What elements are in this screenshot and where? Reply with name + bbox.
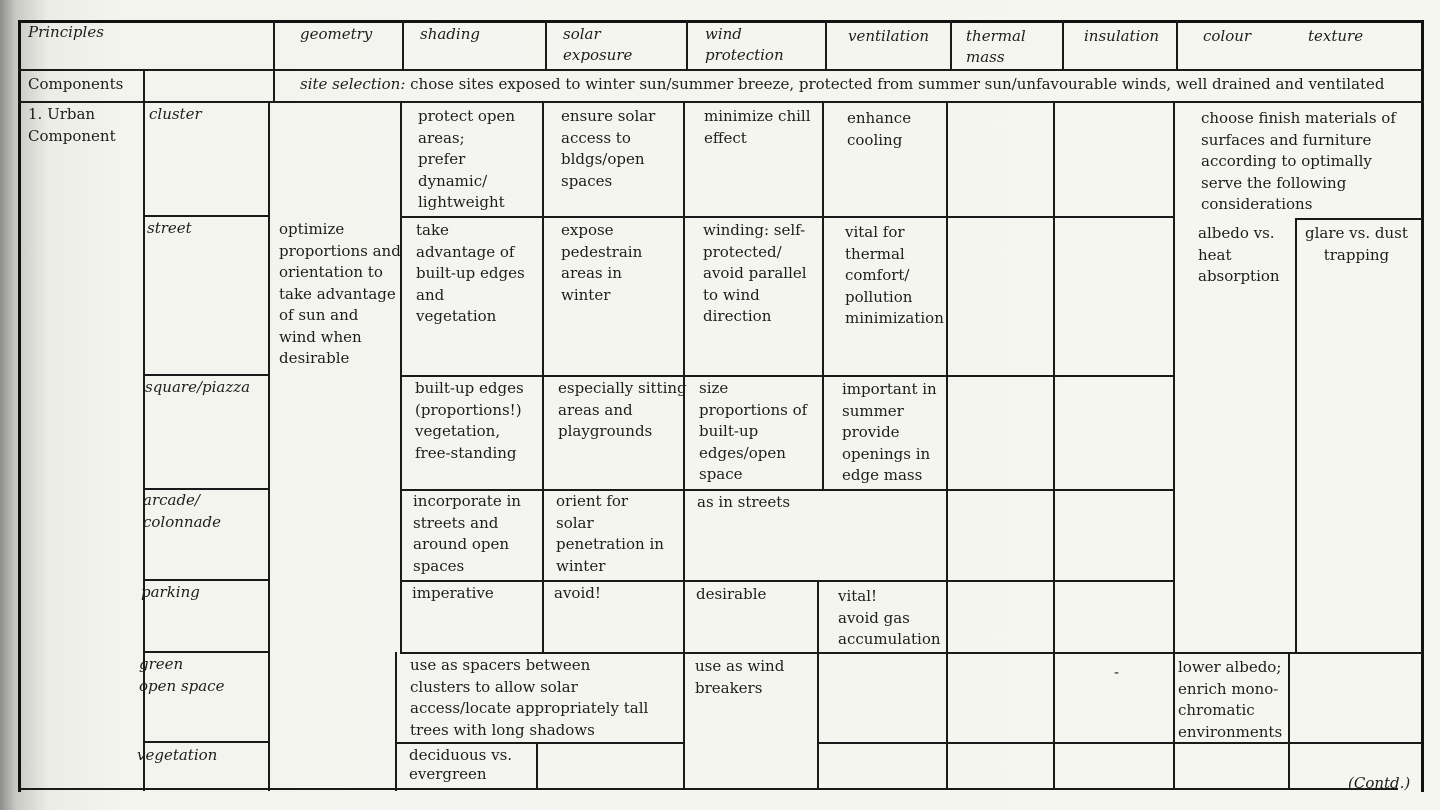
green-insulation: -	[1114, 663, 1120, 681]
header-texture: texture	[1308, 27, 1364, 45]
shading-solar-sep-lower	[536, 742, 538, 789]
parking-wind: desirable	[696, 585, 767, 603]
site-selection-text: chose sites exposed to winter sun/summer breeze, protected from summer sun/unfavourable winds, well drained and ventilated	[405, 75, 1385, 93]
site-selection-label: site selection:	[300, 75, 406, 93]
component-vegetation: vegetation	[137, 746, 218, 764]
row-sep	[143, 579, 268, 581]
header-sep	[273, 20, 275, 102]
street-colour: albedo vs. heat absorption	[1198, 224, 1280, 285]
component-parking: parking	[141, 583, 200, 601]
vegetation-shading: deciduous vs. evergreen	[409, 746, 513, 783]
row-sep	[143, 374, 268, 376]
parking-solar: avoid!	[554, 584, 601, 602]
row-sep	[400, 580, 1173, 582]
header-sep	[402, 20, 404, 70]
green-wind: use as wind breakers	[695, 657, 785, 697]
site-selection-row	[300, 74, 1385, 96]
header-shading: shading	[420, 25, 480, 43]
green-shading-solar: use as spacers between clusters to allow solar access/locate appropriately tall trees with long shadows	[410, 656, 649, 739]
row-sep	[395, 742, 683, 744]
header-ventilation: ventilation	[848, 27, 930, 45]
header-sep	[545, 20, 547, 70]
section-urban-component: 1. Urban Component	[28, 105, 116, 145]
arcade-shading: incorporate in streets and around open spaces	[413, 492, 521, 575]
street-solar: expose pedestrain areas in winter	[561, 221, 643, 304]
header-principles: Principles	[28, 23, 104, 41]
components-label: Components	[28, 75, 124, 93]
header-geometry: geometry	[300, 25, 373, 43]
street-wind: winding: self- protected/ avoid parallel to wind direction	[703, 221, 807, 325]
row-sep	[400, 652, 1423, 654]
cluster-wind: minimize chill effect	[704, 107, 811, 147]
wind-vent-sep	[822, 101, 824, 490]
green-colour: lower albedo; enrich mono- chromatic environments	[1178, 658, 1283, 741]
wind-vent-sep-lower	[817, 580, 819, 790]
cluster-shading: protect open areas; prefer dynamic/ lightweight	[418, 107, 516, 211]
cluster-ventilation: enhance cooling	[847, 109, 912, 149]
header-colour: colour	[1203, 27, 1252, 45]
parking-ventilation: vital! avoid gas accumulation	[838, 587, 941, 648]
geometry-left-border	[268, 101, 270, 791]
square-wind: size proportions of built-up edges/open space	[699, 379, 808, 483]
cluster-solar: ensure solar access to bldgs/open spaces	[561, 107, 656, 190]
row-sep	[143, 215, 268, 217]
square-solar: especially sitting areas and playgrounds	[558, 379, 687, 440]
header-thermal-mass: thermal mass	[966, 27, 1026, 66]
component-street: street	[147, 219, 192, 237]
square-shading: built-up edges (proportions!) vegetation, free-standing	[415, 379, 524, 462]
street-shading: take advantage of built-up edges and vegetation	[416, 221, 525, 325]
header-sep	[686, 20, 688, 70]
street-ventilation: vital for thermal comfort/ pollution minimization	[845, 223, 944, 327]
table-bottom-border	[18, 788, 1398, 790]
insulation-colour-sep	[1173, 101, 1175, 790]
colour-texture-sep	[1295, 218, 1297, 652]
arcade-wind: as in streets	[697, 493, 791, 511]
component-green-open-space: green open space	[139, 655, 225, 695]
table-top-border	[18, 20, 1424, 23]
table-left-border	[18, 20, 21, 792]
component-square: square/piazza	[145, 378, 251, 396]
header-sep	[950, 20, 952, 70]
vent-thermal-sep	[946, 101, 948, 790]
component-arcade: arcade/ colonnade	[143, 491, 222, 531]
solar-wind-sep	[683, 101, 685, 789]
colour-texture-sep-lower	[1288, 652, 1290, 790]
parking-shading: imperative	[412, 584, 494, 602]
table-right-border	[1421, 20, 1424, 792]
square-ventilation: important in summer provide openings in edge mass	[842, 380, 937, 484]
components-divider	[18, 101, 1424, 103]
row-sep	[400, 216, 1173, 218]
header-sep	[1176, 20, 1178, 70]
header-sep	[1062, 20, 1064, 70]
street-texture: glare vs. dust trapping	[1305, 224, 1408, 264]
header-solar-exposure: solar exposure	[563, 25, 633, 64]
header-divider	[18, 69, 1424, 71]
thermal-insulation-sep	[1053, 101, 1055, 790]
arcade-solar: orient for solar penetration in winter	[556, 492, 664, 575]
row-sep	[400, 375, 1173, 377]
geometry-text: optimize proportions and orientation to take advantage of sun and wind when desirable	[279, 220, 401, 367]
continued-note: (Contd.)	[1348, 774, 1411, 792]
component-cluster: cluster	[149, 105, 202, 123]
header-sep	[825, 20, 827, 70]
cluster-colour-texture: choose finish materials of surfaces and furniture according to optimally serve the following considerations	[1201, 109, 1396, 213]
row-sep	[143, 741, 268, 743]
geometry-right-border-lower	[395, 652, 397, 791]
shading-solar-sep	[542, 101, 544, 652]
row-sep	[817, 742, 1422, 744]
header-insulation: insulation	[1084, 27, 1160, 45]
row-sep	[1296, 218, 1423, 220]
row-sep	[143, 651, 268, 653]
geometry-right-border	[400, 101, 402, 653]
header-wind-protection: wind protection	[705, 25, 784, 64]
